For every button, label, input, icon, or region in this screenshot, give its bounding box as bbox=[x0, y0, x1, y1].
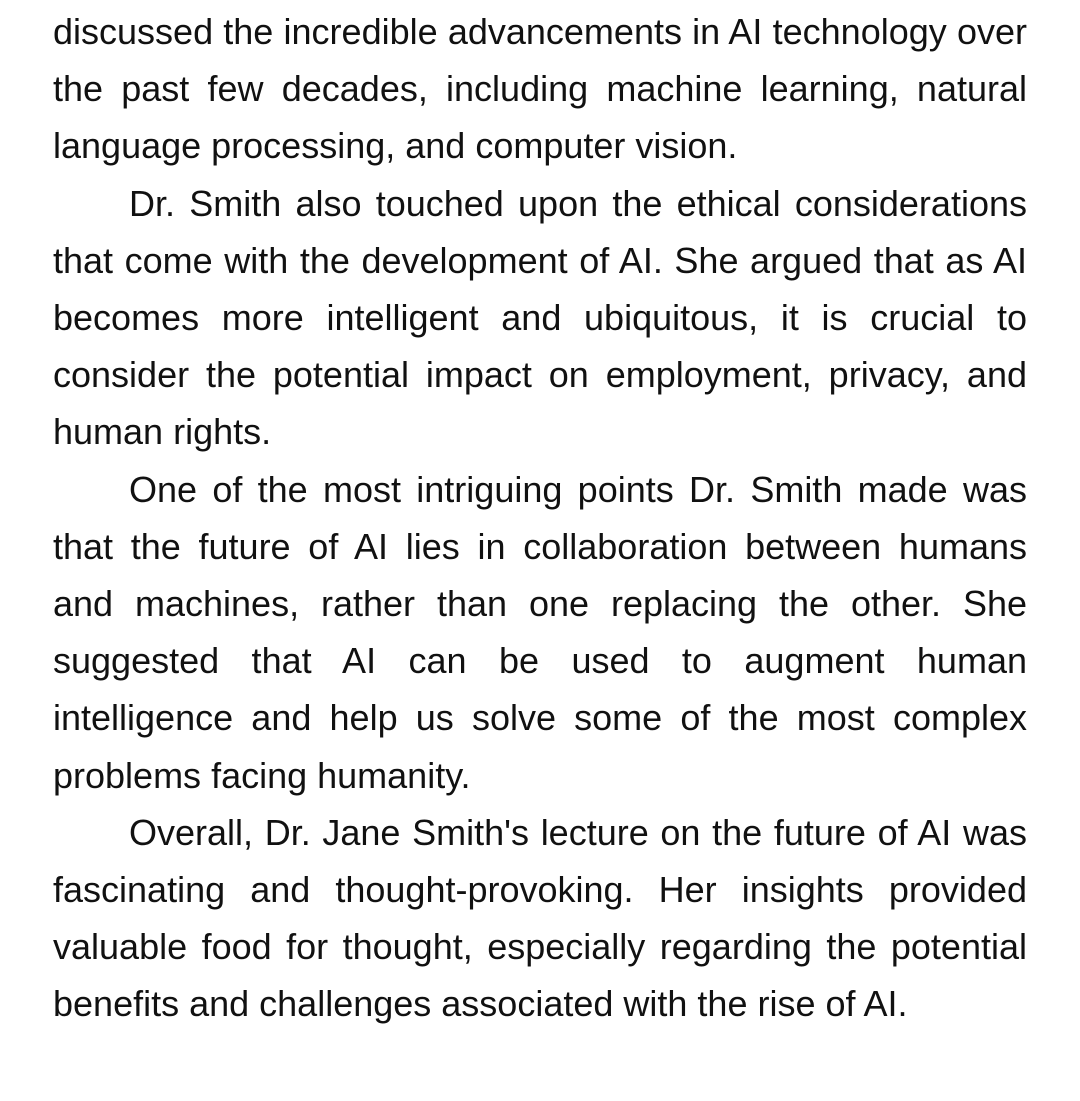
paragraph-conclusion: Overall, Dr. Jane Smith's lecture on the future of AI was fascinating and thought-provoking. Her insights provided valuable food for thought, especially regarding the potential benefits and challenges associated with the rise of AI. bbox=[53, 811, 1027, 1025]
paragraph-collaboration: One of the most intriguing points Dr. Smith made was that the future of AI lies in collaboration between humans and machines, rather than one replacing the other. She suggested that AI can be used to augment human intelligence and help us solve some of the most complex problems facing humanity. bbox=[53, 468, 1027, 796]
paragraph-continuation: discussed the incredible advancements in AI technology over the past few decades, including machine learning, natural language processing, and computer vision. bbox=[53, 11, 1027, 167]
paragraph-ethical-considerations: Dr. Smith also touched upon the ethical considerations that come with the development of AI. She argued that as AI becomes more intelligent and ubiquitous, it is crucial to consider the potential impact on employment, privacy, and human rights. bbox=[53, 182, 1027, 453]
document-page bbox=[53, 0, 1027, 1033]
